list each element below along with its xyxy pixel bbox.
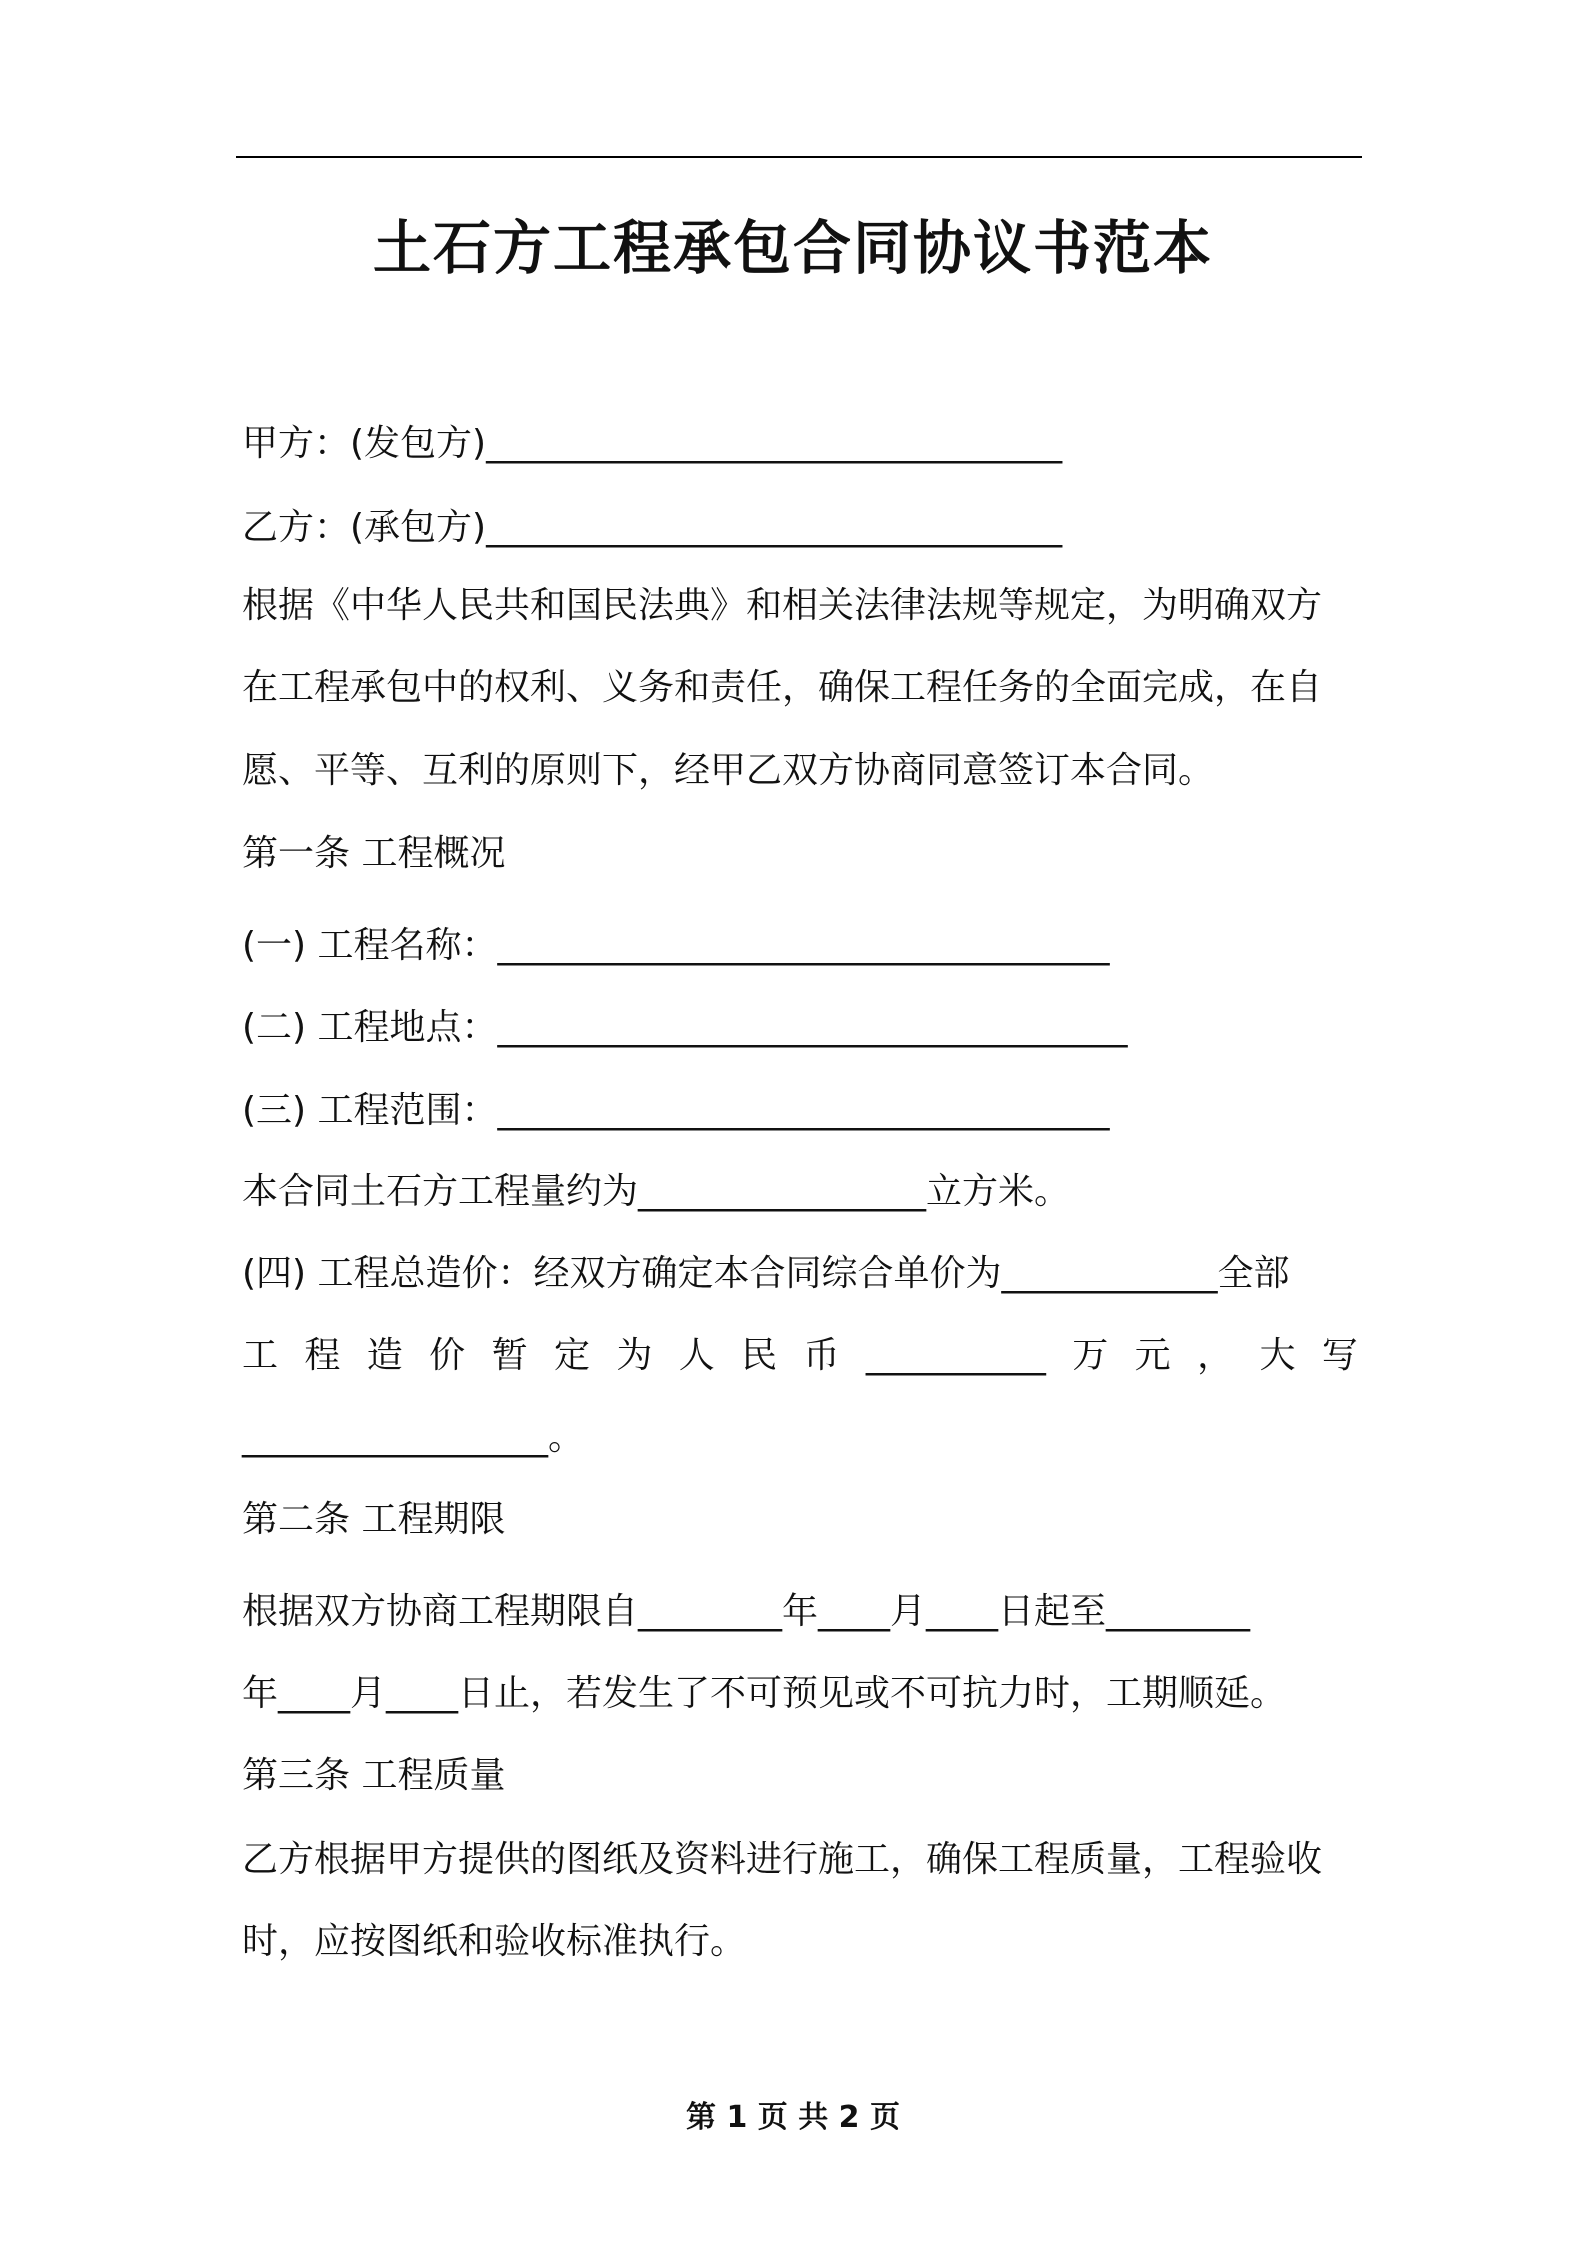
spread-char: 写	[1321, 1335, 1358, 1376]
article-2-heading: 第二条 工程期限	[242, 1499, 506, 1540]
spread-char: 民	[741, 1335, 778, 1376]
party-b-line: 乙方：(承包方)________________________________	[242, 507, 1063, 548]
preamble-line-3: 愿、平等、互利的原则下，经甲乙双方协商同意签订本合同。	[242, 750, 1215, 791]
period-line-2: 年____月____日止，若发生了不可预见或不可抗力时，工期顺延。	[242, 1673, 1287, 1714]
total-cost-spread-line	[242, 1332, 1358, 1380]
spread-char: ，	[1197, 1335, 1234, 1376]
total-cost-line: (四) 工程总造价：经双方确定本合同综合单价为____________全部	[242, 1253, 1290, 1294]
spread-char: 工	[242, 1335, 279, 1376]
quality-line-2: 时，应按图纸和验收标准执行。	[242, 1921, 747, 1962]
party-a-line: 甲方：(发包方)________________________________	[242, 423, 1063, 464]
spread-char: 定	[553, 1335, 590, 1376]
header-rule	[236, 156, 1362, 158]
spread-char: 造	[366, 1335, 403, 1376]
spread-blank: __________	[865, 1335, 1046, 1376]
spread-char: 元	[1134, 1335, 1171, 1376]
period-line-1: 根据双方协商工程期限自________年____月____日起至________	[242, 1591, 1251, 1632]
spread-char: 价	[429, 1335, 466, 1376]
project-scope-line: (三) 工程范围：__________________________________	[242, 1090, 1110, 1131]
article-3-heading: 第三条 工程质量	[242, 1755, 506, 1796]
page-indicator: 第 1 页 共 2 页	[686, 2100, 900, 2135]
spread-char: 大	[1259, 1335, 1296, 1376]
spread-char: 为	[616, 1335, 653, 1376]
preamble-line-1: 根据《中华人民共和国民法典》和相关法律法规等规定，为明确双方	[242, 585, 1323, 626]
earthwork-volume-line: 本合同土石方工程量约为________________立方米。	[242, 1171, 1071, 1212]
spread-char: 暂	[491, 1335, 528, 1376]
project-name-line: (一) 工程名称：__________________________________	[242, 925, 1110, 966]
spread-char: 程	[304, 1335, 341, 1376]
spread-char: 万	[1072, 1335, 1109, 1376]
document-title: 土石方工程承包合同协议书范本	[372, 214, 1213, 282]
quality-line-1: 乙方根据甲方提供的图纸及资料进行施工，确保工程质量，工程验收	[242, 1839, 1323, 1880]
spread-char: 人	[678, 1335, 715, 1376]
preamble-line-2: 在工程承包中的权利、义务和责任，确保工程任务的全面完成，在自	[242, 667, 1323, 708]
spread-char: 币	[803, 1335, 840, 1376]
amount-in-words-line: _________________。	[242, 1417, 584, 1458]
project-location-line: (二) 工程地点：___________________________________	[242, 1007, 1128, 1048]
article-1-heading: 第一条 工程概况	[242, 833, 506, 874]
